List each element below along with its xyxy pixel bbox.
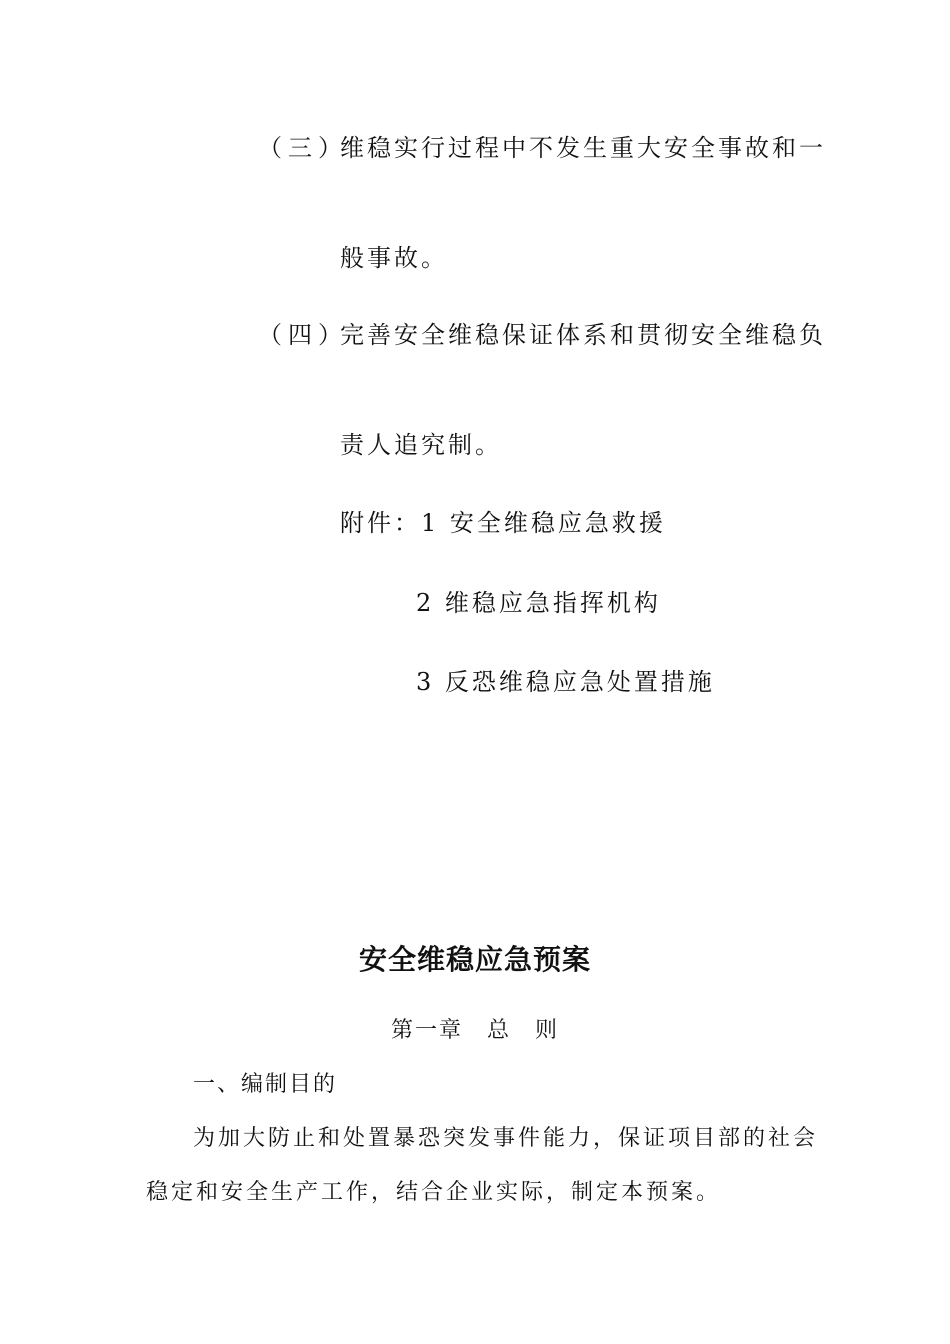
- attachment-line-1: 附件：1 安全维稳应急救援: [340, 509, 666, 537]
- section-heading: 一、编制目的: [193, 1072, 338, 1097]
- chapter-heading: 第一章 总 则: [390, 1018, 559, 1043]
- item-3-line-2: 般事故。: [340, 244, 448, 272]
- item-4-number: （四）: [258, 321, 348, 349]
- plan-title: 安全维稳应急预案: [358, 943, 591, 976]
- attachment-line-3: 3 反恐维稳应急处置措施: [416, 668, 715, 696]
- item-3-number: （三）: [258, 134, 348, 162]
- paragraph-line-2: 稳定和安全生产工作，结合企业实际，制定本预案。: [146, 1180, 722, 1205]
- item-4-line-1: 完善安全维稳保证体系和贯彻安全维稳负: [340, 321, 826, 349]
- item-3-line-1: 维稳实行过程中不发生重大安全事故和一: [340, 134, 826, 162]
- item-4-line-2: 责人追究制。: [340, 431, 502, 459]
- paragraph-line-1: 为加大防止和处置暴恐突发事件能力，保证项目部的社会: [193, 1126, 819, 1151]
- attachment-line-2: 2 维稳应急指挥机构: [416, 589, 661, 617]
